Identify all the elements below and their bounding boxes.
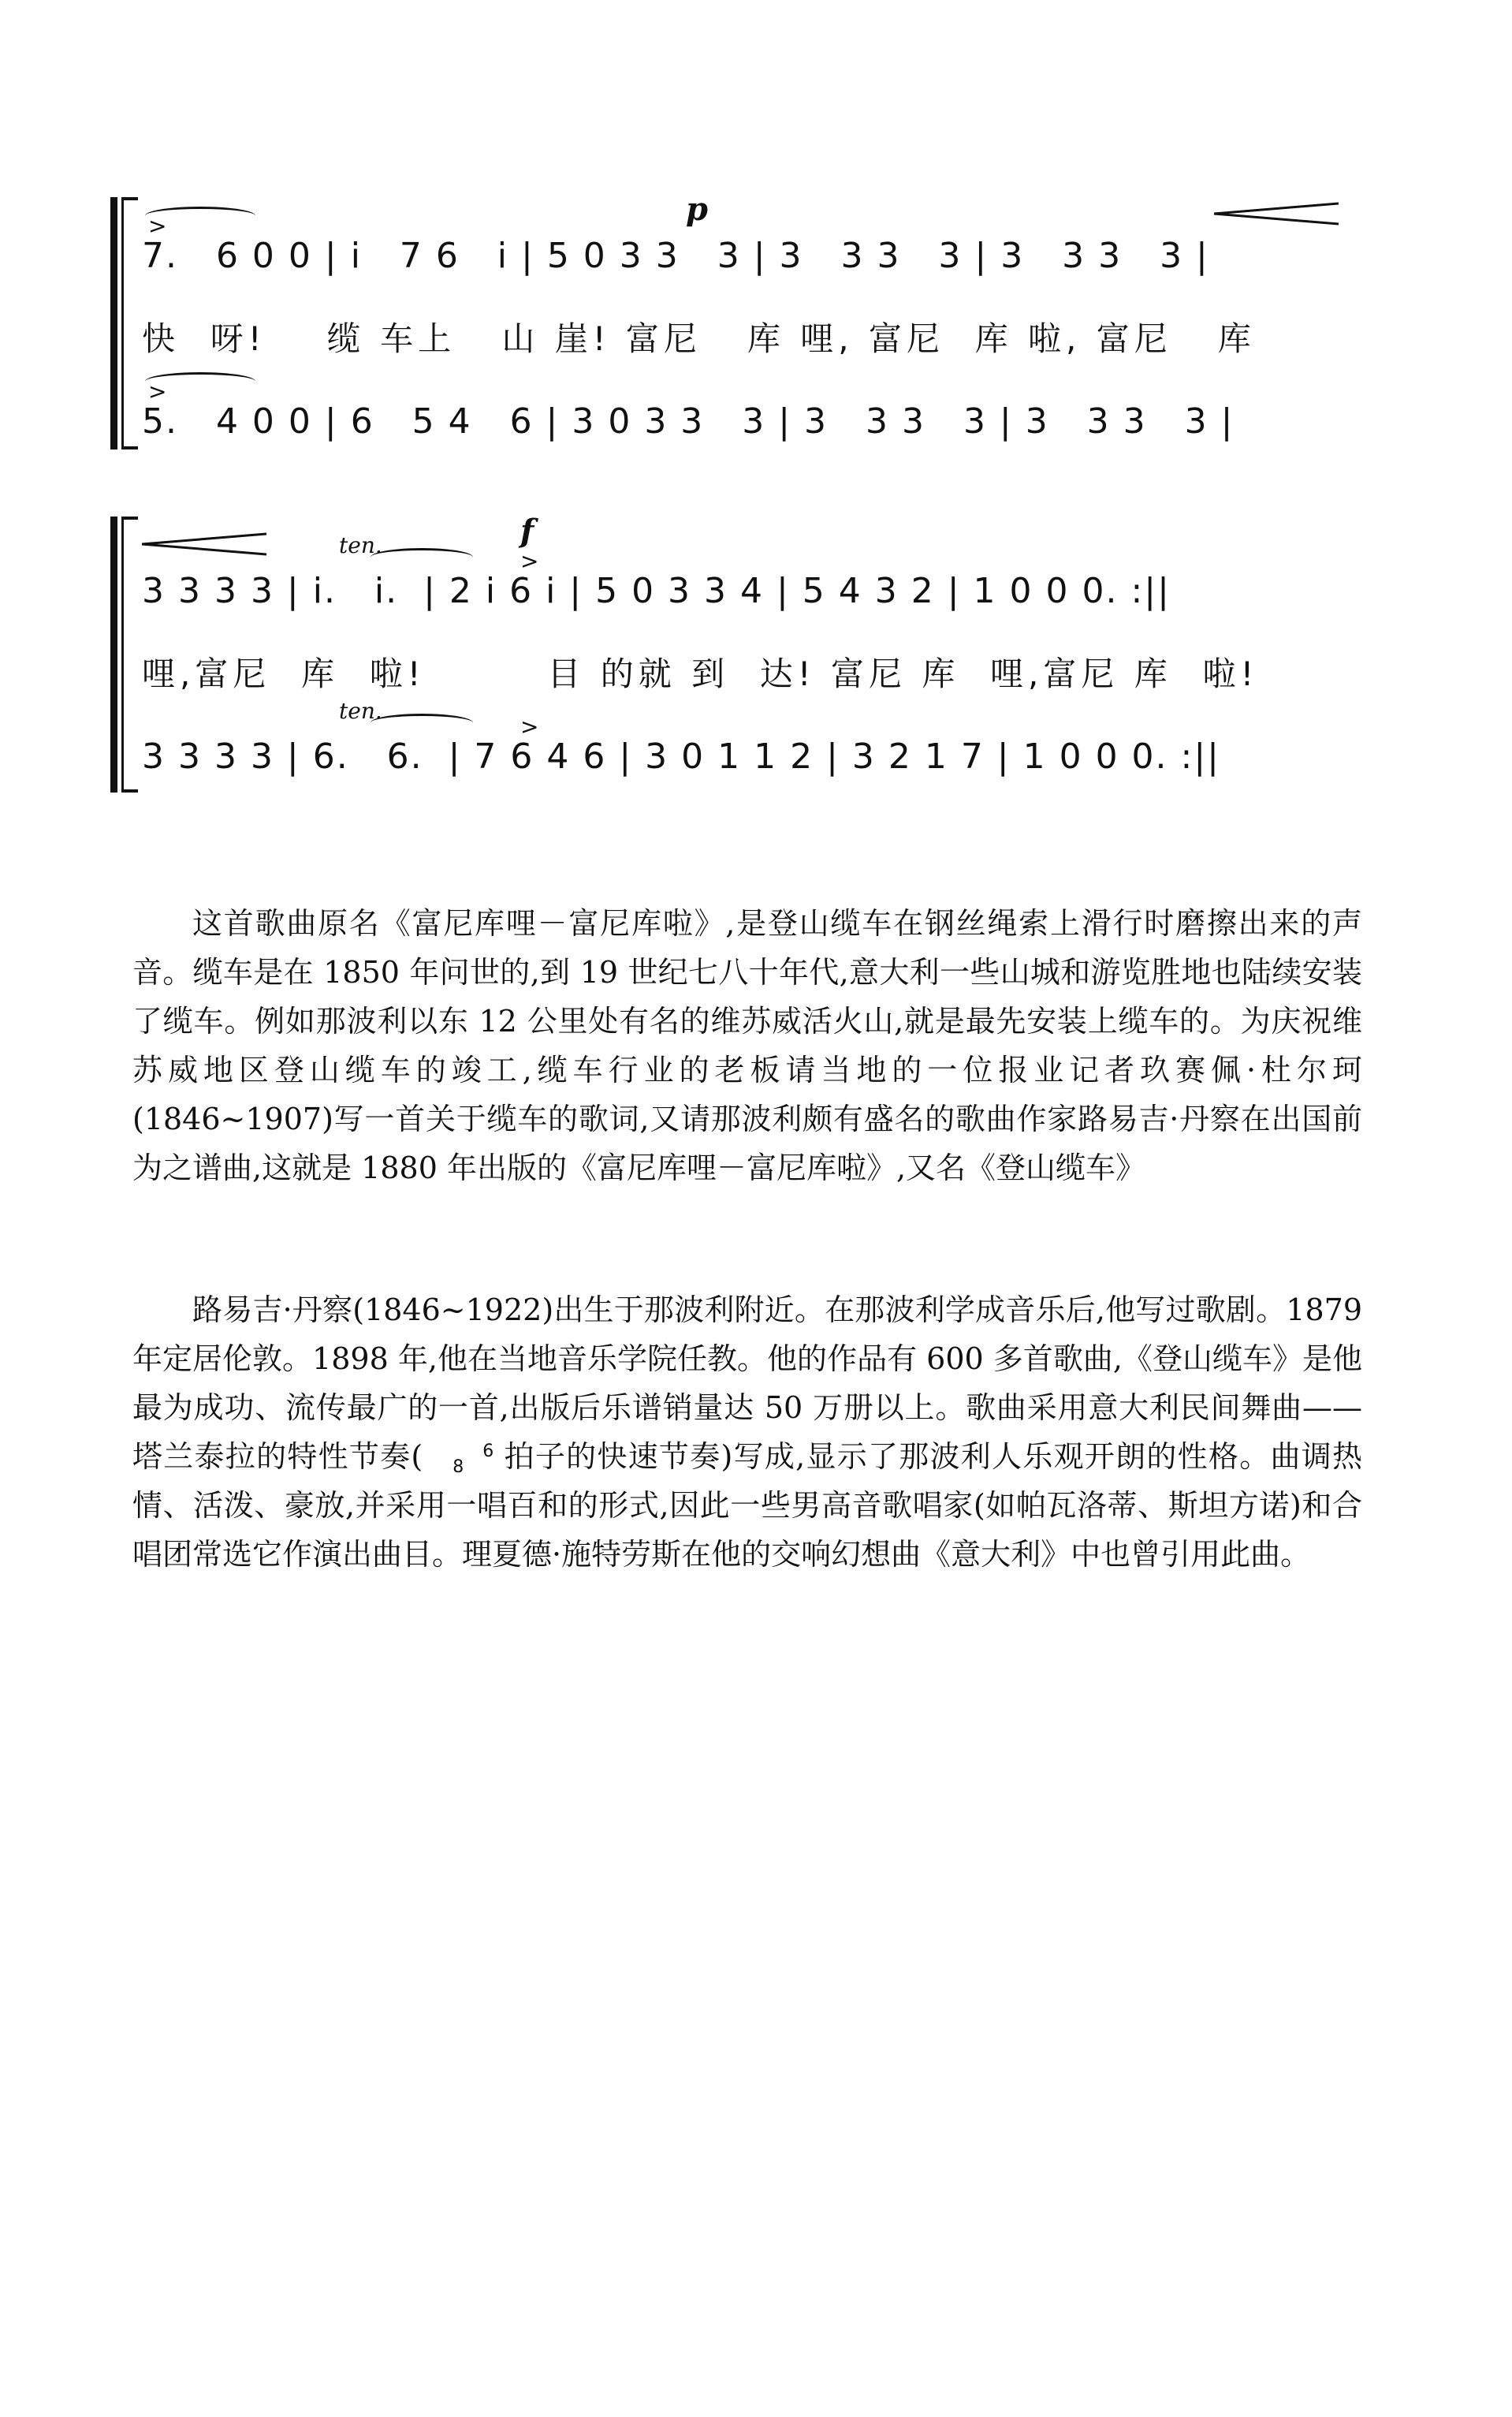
dynamic-forte: f (520, 513, 534, 550)
accent-mark: > (520, 548, 539, 574)
paragraph-text: 路易吉·丹察(1846~1922)出生于那波利附近。在那波利学成音乐后,他写过歌剧。1879 年定居伦敦。1898 年,他在当地音乐学院任教。他的作品有 600 多首歌曲,《登山缆车》是他最为成功、流传最广的一首,出版后乐谱销量达 50 万册以上。歌曲采用意大利民间舞曲——塔兰泰拉的特性节奏( (132, 1292, 1362, 1474)
score-system-2 (110, 513, 1356, 793)
dynamic-piano: p (686, 191, 708, 228)
upper-voice-notes: 3 3 3 3 | i. i. | 2 i 6 i | 5 0 3 3 4 | 5 4 3 2 | 1 0 0 0. :|| (142, 571, 1171, 611)
system-brace (110, 197, 137, 449)
paragraph-composer-bio (132, 1285, 1362, 1579)
accent-mark: > (148, 379, 167, 405)
lower-voice-notes: 3 3 3 3 | 6. 6. | 7 6 4 6 | 3 0 1 1 2 | 3 2 1 7 | 1 0 0 0. :|| (142, 737, 1220, 777)
crescendo-hairpin (142, 532, 268, 556)
lyrics-line: 哩,富尼 库 啦! 目 的就 到 达! 富尼 库 哩,富尼 库 啦! (142, 655, 1259, 693)
accent-mark: > (148, 213, 167, 239)
paragraph-song-origin: 这首歌曲原名《富尼库哩－富尼库啦》,是登山缆车在钢丝绳索上滑行时磨擦出来的声音。缆车是在 1850 年问世的,到 19 世纪七八十年代,意大利一些山城和游览胜地也陆续安装了缆车。例如那波利以东 12 公里处有名的维苏威活火山,就是最先安装上缆车的。为庆祝维苏威地区登山缆车的竣工,缆车行业的老板请当地的一位报业记者玖赛佩·杜尔珂(1846~1907)写一首关于缆车的歌词,又请那波利颇有盛名的歌曲作家路易吉·丹察在出国前为之谱曲,这就是 1880 年出版的《富尼库哩－富尼库啦》,又名《登山缆车》 (132, 906, 1362, 1185)
tenuto-marking: ten. (339, 698, 382, 724)
lower-voice-notes: 5. 4 0 0 | 6 5 4 6 | 3 0 3 3 3 | 3 3 3 3 | 3 3 3 3 | (142, 401, 1235, 442)
paragraph-text: 拍子的快速节奏)写成,显示了那波利人乐观开朗的性格。曲调热情、活泼、豪放,并采用一唱百和的形式,因此一些男高音歌唱家(如帕瓦洛蒂、斯坦方诺)和合唱团常选它作演出曲目。理夏德·施特劳斯在他的交响幻想曲《意大利》中也曾引用此曲。 (132, 1439, 1362, 1572)
lyrics-line: 快 呀! 缆 车上 山 崖! 富尼 库 哩, 富尼 库 啦, 富尼 库 (142, 319, 1256, 358)
tenuto-marking: ten. (339, 532, 382, 558)
crescendo-hairpin (1214, 202, 1340, 226)
system-brace (110, 517, 137, 793)
accent-mark: > (520, 714, 539, 740)
time-signature: 6 8 (452, 1441, 494, 1477)
score-system-1 (110, 191, 1356, 449)
upper-voice-notes: 7. 6 0 0 | i 7 6 i | 5 0 3 3 3 | 3 3 3 3 | 3 3 3 3 | (142, 236, 1209, 276)
